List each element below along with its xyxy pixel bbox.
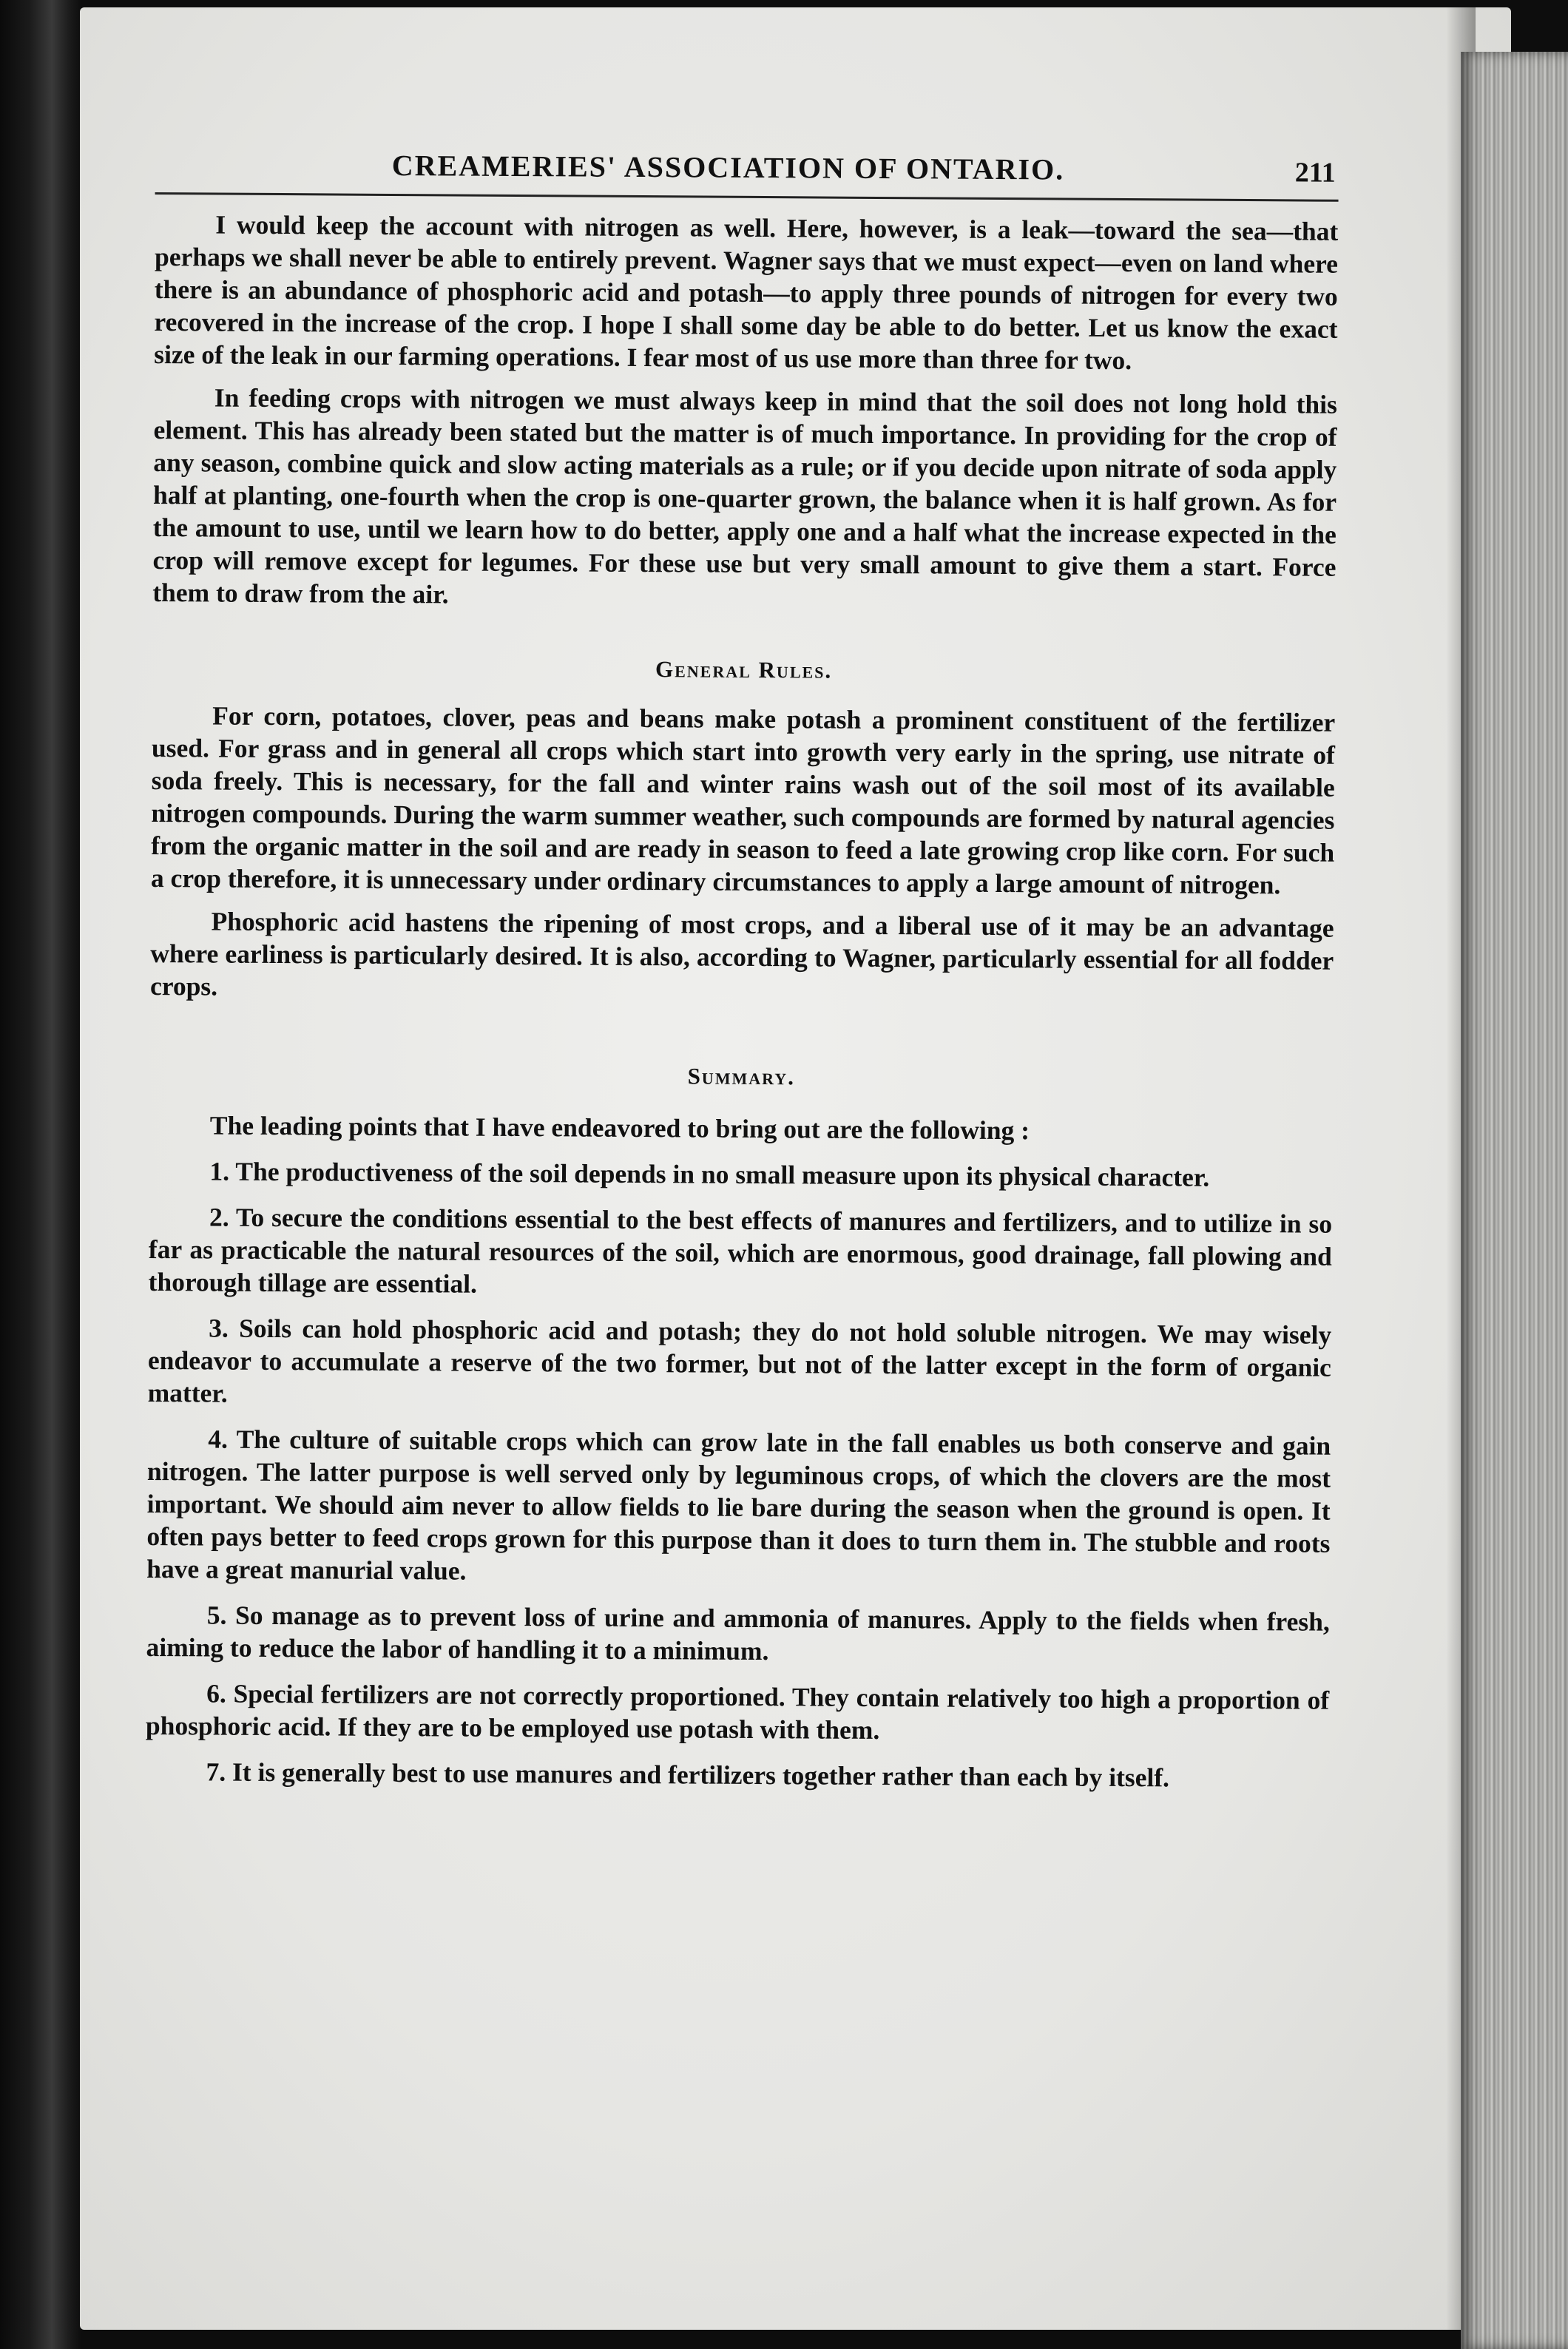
paragraph: Phosphoric acid hastens the ripening of most crops, and a liberal use of it may be an advantage where earliness is particularly desired. It is also, according to Wagner, particularly essential for all fodder crops. [149, 906, 1334, 1001]
paragraph: I would keep the account with nitrogen as well. Here, however, is a leak—toward the sea—that perhaps we shall never be able to entirely prevent. Wagner says that we must expect—even on land where there is an abundance of phosphoric acid and potash—to apply three pounds of nitrogen for every two recovered in the increase of the crop. I hope I shall some day be able to do better. Let us know the exact size of the leak in our farming operations. I fear most of us use more than three for two. [154, 209, 1339, 376]
summary-item: 3. Soils can hold phosphoric acid and potash; they do not hold soluble nitrogen. We may wisely endeavor to accumulate a reserve of the two former, but not of the latter except in the form of organic matter. [147, 1313, 1332, 1408]
summary-lead: The leading points that I have endeavored to bring out are the following : [209, 1110, 1030, 1146]
section-heading-general-rules: General Rules. [655, 656, 833, 683]
page-content [145, 141, 1339, 1795]
summary-item: 4. The culture of suitable crops which can grow late in the fall enables us both conserve and gain nitrogen. The latter purpose is well served only by leguminous crops, of which the clovers are the most important. We should aim never to allow fields to lie bare during the season when the ground is open. It often pays better to feed crops grown for this purpose than it does to turn them in. The stubble and roots have a great manurial value. [146, 1424, 1331, 1586]
summary-item: 5. So manage as to prevent loss of urine and ammonia of manures. Apply to the fields when fresh, aiming to reduce the labor of handling it to a minimum. [146, 1600, 1330, 1666]
paragraph: For corn, potatoes, clover, peas and beans make potash a prominent constituent of the fertilizer used. For grass and in general all crops which start into growth very early in the spring, use nitrate of soda freely. This is necessary, for the fall and winter rains wash out of the soil most of its available nitrogen compounds. During the warm summer weather, such compounds are formed by natural agencies from the organic matter in the soil and are ready in season to feed a late growing crop like corn. For such a crop therefore, it is unnecessary under ordinary circumstances to apply a large amount of nitrogen. [150, 700, 1336, 900]
summary-item: 2. To secure the conditions essential to the best effects of manures and fertilizers, and to utilize in so far as practicable the natural resources of the soil, which are enormous, good drainage, fall plowing and thorough tillage are essential. [148, 1202, 1333, 1299]
page-header [155, 141, 1339, 202]
summary-item: 7. It is generally best to use manures and fertilizers together rather than each by itself. [206, 1757, 1170, 1793]
page-edges [1461, 52, 1568, 2349]
running-head: CREAMERIES' ASSOCIATION OF ONTARIO. [391, 148, 1065, 186]
section-heading-summary: Summary. [687, 1063, 796, 1090]
paragraph: In feeding crops with nitrogen we must always keep in mind that the soil does not long hold this element. This has already been stated but the matter is of much importance. In providing for the crop of any season, combine quick and slow acting materials as a rule; or if you decide upon nitrate of soda apply half at planting, one-fourth when the crop is one-quarter grown, the balance when it is half grown. As for the amount to use, until we learn how to do better, apply one and a half what the increase expected in the crop will remove except for legumes. For these use but very small amount to give them a start. Force them to draw from the air. [152, 382, 1337, 609]
summary-item: 6. Special fertilizers are not correctly proportioned. They contain relatively too high a proportion of phosphoric acid. If they are to be employed use potash with them. [145, 1678, 1330, 1745]
page-number: 211 [1294, 157, 1336, 189]
summary-item: 1. The productiveness of the soil depends in no small measure upon its physical character. [209, 1156, 1210, 1192]
